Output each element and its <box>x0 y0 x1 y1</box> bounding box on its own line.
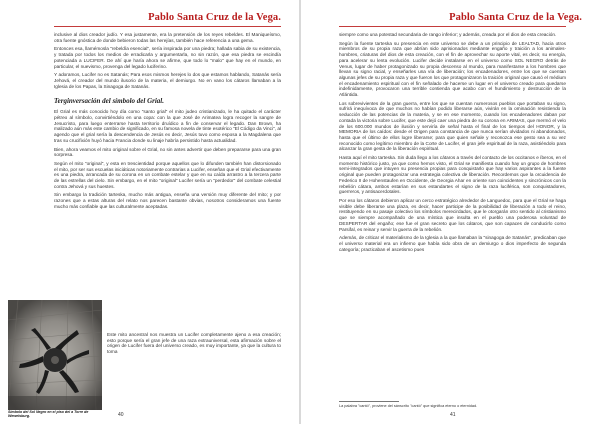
left-header-rule <box>54 26 281 27</box>
right-paragraph-1: siempre como una potestad secundaria de rango inferior; y además, creada por el dios de esta creación. <box>339 32 557 37</box>
left-paragraph-2: Entonces esa, llamémosla "rebeldía esencial", sería inspirada por una piedra; hallada sabia de su existencia, y tratada por todos los medios de erradicarla y argumentarla, no sin razón, que esa piedra se escindía potenciada a LUCIFER. De ahí que haría ahora se afirme, que todo lo "malo" que hay en el mundo, en particular, el nuevismo, provenga del legado luciferino. <box>54 46 281 69</box>
right-header-rule <box>339 26 566 27</box>
left-section-paragraph-1: El Grial es más conocido hoy día como "santo grial" el mito judeo cristianizado, le ha quitado el carácter pétreo al símbolo, convirtiéndolo en una copa: con la que José de Arimatea logra recoger la sangre de Jesucristo, para luego enterrarse hasta territorio druídico a fin de conservar el legado. Dan Brown, ha malizado aún más este cambio de significado, en su famosa novela de tinte esotérico "El Código da Vinci", al agendo que el grial sería la descendencia de Jesús ex decir, Jesús tuvo como esposa a la Magdalena que tras su crucifixión huyó hacia Francia donde su linaje habría persistido hasta actualidad. <box>54 109 281 143</box>
right-paragraph-4: Hasta aquí el mito tarteska. Sin duda llego a los cátaros a través del contacto de los occitanos e íberos, en el momento histórico justo, ya que como hemos visto, el Grial se manifiesta cuando hay un grupo de hombres semi-integrados que intuyen su presencia propias para conquistarlo que hay varios aspirantes a la fuente original que pueden protagonizar una estrategia colectiva de liberación. Recordemos que la orcuidencia de Federico II de Hohenstaufen en Occidente, de Georgia Ahar en oriente son coincidentes y sincrónicos con la rebelión cátara, ambos estarían en sus estandartes el signo de la raza luciférica, son conquistadores, guerreros, y antisacerdotales. <box>339 155 566 195</box>
left-running-head: Pablo Santa Cruz de la Vega. <box>148 12 281 23</box>
right-text-block <box>339 32 566 255</box>
figure-caption: Símbolo del Sol Negro en el piso del a Torre de Wewelsburg. <box>8 410 89 419</box>
right-paragraph-6: Además, de criticar el materialismo de la Iglesia a la que llamaban la "sinagoga de Satanás", predicaban que el universo material era un infierno que había sido obra de un demiurgo o dios imperfecto de segunda categoría; practicaban el ascetismo pues <box>339 235 566 252</box>
left-paragraph-3: Y adoramos, Lucifer no es Satanás; Para esos mismos herejes lo dos que estamos hablando, Satanás sería Jehová, el creador del mundo ilusorio de la materia, el demiurgo. No en vano los cátaros llamaban a la Iglesia de los Papas, la Sinagoga de Satanás. <box>54 72 281 89</box>
left-text-block <box>54 32 281 213</box>
footnote: La palabra "cantó", proviene del sánscrito "cantó" que significa eterno o eternidad. <box>339 404 478 408</box>
right-running-head: Pablo Santa Cruz de la Vega. <box>449 12 582 23</box>
left-text-beside-figure <box>107 332 281 358</box>
left-paragraph-1: inclusive al dios creador judío. Y esa justamente, era la pretensión de los reyes rebeldes. El Maniqueísmo, otra fuente gnóstica de donde bebieron todas las herejías, también hace referencia a una gema. <box>54 32 281 43</box>
left-page <box>0 0 299 424</box>
black-sun-image <box>8 300 102 410</box>
right-page <box>301 0 600 424</box>
right-page-number: 41 <box>450 412 456 418</box>
right-paragraph-2: Según la fuente tarteska su presencia en este universo se debe a un principio de LEALTAD, hacia otros miembros de su propia raza que abrían sido aprisionados mediante engaño y traición a los animales-hombres, criaturas del dios de esta creación, con el fin de aprovechar su aporte vital, es decir, su energía, para acelerar su lenta evolución. Lucifer decide instalarse en el universo como SOL NEGRO detrás de Venus, lugar de haber protagonizado su propia descenso al mundo, para manifestarse a los hombres que llevan su signo racial, y enseñarles una vía de liberación; los encadenadores, entre los que se cuentan algunas jefes de su propia raza y que fueron los que protagonizaron la traición original que causó el médium el encadenamiento espiritual con el fin señalado de hacerse un lugar en el universo creado para quedarse indefinidamente, provocaron una terrible contienda que acabo con el hundimiento y destrucción de la Atlántida. <box>339 40 566 98</box>
footnote-rule <box>339 401 399 402</box>
left-section-paragraph-2: Bien, ahora veamos el mito original sobre el Grial, no sin antes advertir que deben prepararse para una gran sorpresa. <box>54 146 281 158</box>
left-paragraph-beside-figure: Este mito ancestral nos muestra un Lucifer completamente ajeno a esa creación; esto porque sería el gran jefe de una raza extrauniversal, esta afirmación sobre el origen de Lucifer fuera del universo creado, es muy importante, ya que la cultura to toma <box>107 332 281 355</box>
right-paragraph-5: Por eso los cátaros debieron aplicar un cerco estratégico alrededor de Languedoc, para que el Grial se haga visible debe liberarse una plaza, es decir, hacer participe de la posibilidad de liberación a todo el reino, restituyendo en su pasaje colectivo los símbolos merecirdados, que le otorgarán otro sentido al cristianismo que se siempre acompañado de una mística que insulta en el pueblo una poderosa voluntad de DESPERTAR del engaño; ese fue el gran secreto que los cátaros, que son capaces de conducirlo como Parsifal, es reinar y servir la guerra de la rebelión. <box>339 197 566 232</box>
black-sun-photo <box>8 300 102 410</box>
left-page-number: 40 <box>118 412 124 418</box>
left-section-paragraph-3: Según el mito "original", y esta en trescientidad porque aquellos que lo difunden también han distorsionado el mito, por ser sus escuelas iniciáticas notoriamente contrarias a Lucifer, enseñan que el Grial efectivamente es una piedra, arrancada de su corona en un combate estelar y que en su caída arrastro a la tercera parte de las estrellas del cielo. Sin embargo, en el mito "original" Lucifer sería un "perdedor" del combate celestial contra Jehová y sus huestes. <box>54 160 281 189</box>
section-title: Terginversación del símbolo del Grial. <box>54 97 164 106</box>
left-section-paragraph-4: Sin embargo la tradición tarteska, mucho más antigua, enseña una versión muy diferente del mito; y por razones que a estas alturas del relato nos parecen bastante obvias, nosotros consideramos una fuente mucho más confiable que las culturalmente aceptadas. <box>54 192 281 209</box>
right-paragraph-3: Los sobrevivientes de la gran guerra, entre los que se cuentan numerosos pueblos que portaban su signo, sufrirá inequívoca de que muchos no habían podido liberarse aún, vivirán en la ominación resistiendo la seducción de las potencias de la materia, y se en ese momento, cuando los encadenadores daban por contada la victoria sobre Lucifer, que este dejó caer una piedra de su corona en ARIMAS, que mermó el velo de los 600.000 mundos de ilusión y serviría de señal hasta el final de los tiempos del HONOR, y la MEMORIA de los caídos: desde el Origen para constancia de que nunca serían olvidados ni abandonados, hasta que el último de ellos logre liberarse; para que quien señale y reconozca ese gesto sea a su vez reconocido como legítimo miembro de la Corte de Lucifer, el gran jefe espiritual de la raza, asistiéndolo para alcanzar la gran gesta de la liberación espiritual. <box>339 100 566 152</box>
